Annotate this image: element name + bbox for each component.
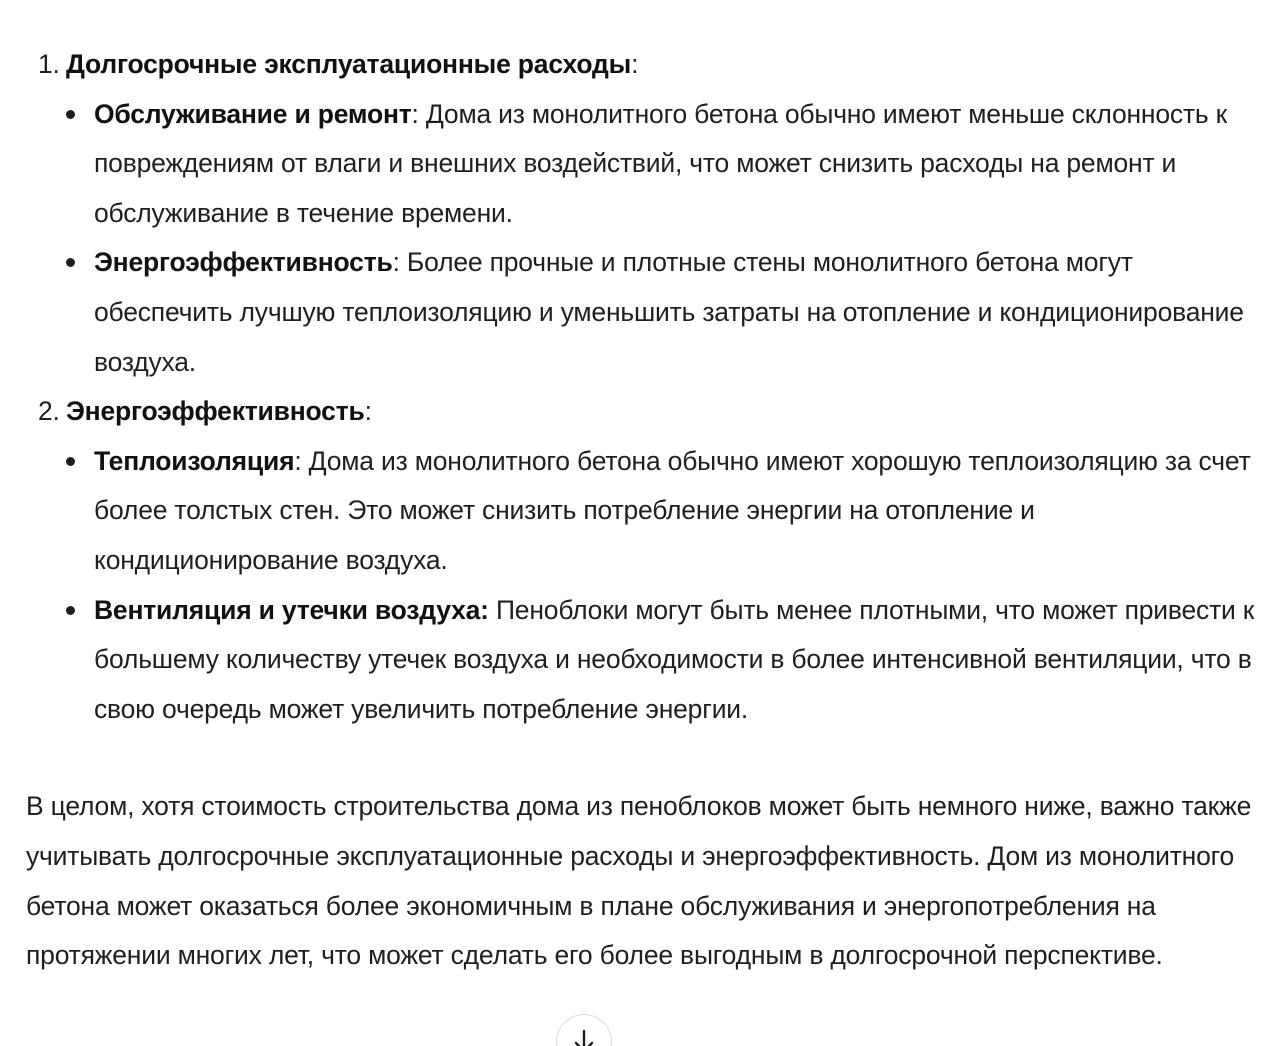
bullet-icon — [66, 457, 75, 466]
section-title-suffix: : — [364, 396, 372, 427]
bullet-icon — [66, 606, 75, 615]
bullet-term: Обслуживание и ремонт — [94, 98, 412, 129]
list-section-2 — [38, 387, 1256, 734]
scroll-to-bottom-button[interactable] — [556, 1014, 612, 1046]
bullet-list — [66, 437, 1256, 735]
section-number: 2. — [38, 396, 60, 427]
summary-paragraph: В целом, хотя стоимость строительства дома из пеноблоков может быть немного ниже, важно также учитывать долгосрочные эксплуатационные расходы и энергоэффективность. Дом из монолитного бетона может оказаться более экономичным в плане обслуживания и энергопотребления на протяжении многих лет, что может сделать его более выгодным в долгосрочной перспективе. — [26, 791, 1252, 971]
numbered-list — [26, 40, 1256, 734]
arrow-down-icon — [573, 1029, 595, 1046]
bullet-icon — [66, 110, 75, 119]
bullet-term: Энергоэффективность — [94, 247, 393, 278]
section-title: Энергоэффективность — [66, 396, 365, 427]
bullet-item — [94, 238, 1256, 387]
bullet-text: : Дома из монолитного бетона обычно имеют меньше склонность к повреждениям от влаги и внешних воздействий, что может снизить расходы на ремонт и обслуживание в течение времени. — [94, 98, 1228, 228]
bullet-icon — [66, 258, 75, 267]
bullet-text: : Дома из монолитного бетона обычно имеют хорошую теплоизоляцию за счет более толстых стен. Это может снизить потребление энергии на отопление и кондиционирование воздуха. — [94, 445, 1251, 575]
chat-message-content — [26, 40, 1256, 981]
bullet-term: Вентиляция и утечки воздуха: — [94, 594, 489, 625]
section-title: Долгосрочные эксплуатационные расходы — [66, 49, 632, 79]
section-title-suffix: : — [631, 49, 639, 79]
bullet-item — [94, 586, 1256, 735]
list-section-1 — [38, 40, 1256, 387]
bullet-term: Теплоизоляция — [94, 445, 295, 476]
bullet-text: Пеноблоки могут быть менее плотными, что может привести к большему количеству утечек воздуха и необходимости в более интенсивной вентиляции, что в свою очередь может увеличить потребление энергии. — [94, 594, 1255, 724]
bullet-list — [66, 90, 1256, 388]
bullet-text: : Более прочные и плотные стены монолитного бетона могут обеспечить лучшую теплоизоляцию и уменьшить затраты на отопление и кондиционирование воздуха. — [94, 247, 1244, 377]
bullet-item — [94, 437, 1256, 586]
bullet-item — [94, 90, 1256, 239]
section-number: 1. — [38, 49, 60, 79]
